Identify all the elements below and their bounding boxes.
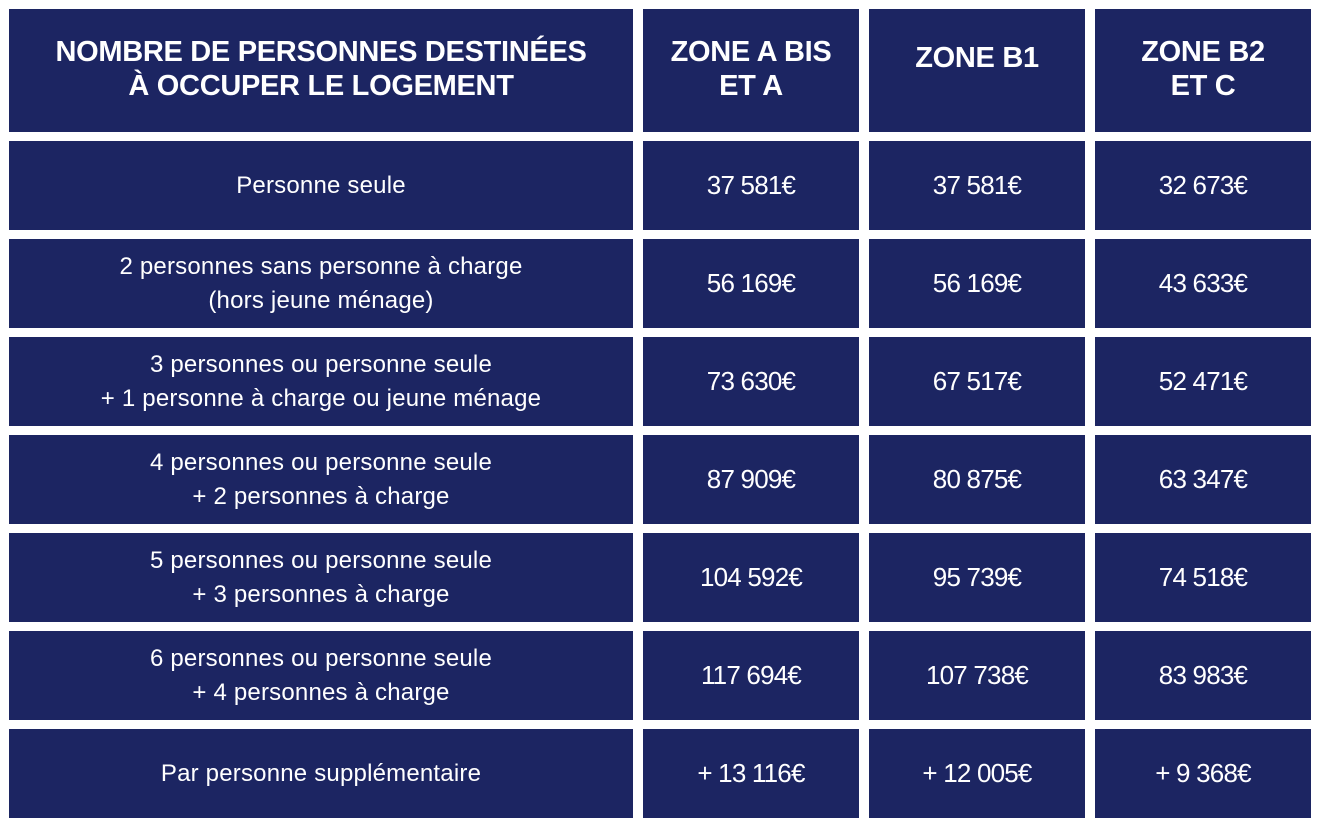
header-household-size-line-1: NOMBRE DE PERSONNES DESTINÉES bbox=[55, 35, 587, 68]
table-cell-zone-b1: 67 517€ bbox=[869, 337, 1085, 426]
table-cell-zone-b1: 37 581€ bbox=[869, 141, 1085, 230]
table-cell-zone-b2-c: 43 633€ bbox=[1095, 239, 1311, 328]
row-label-line: 3 personnes ou personne seule bbox=[149, 350, 493, 378]
table-cell-zone-abis-a: 117 694€ bbox=[643, 631, 859, 720]
table-cell-zone-abis-a: 37 581€ bbox=[643, 141, 859, 230]
table-cell-zone-b1: 107 738€ bbox=[869, 631, 1085, 720]
row-label bbox=[9, 729, 633, 818]
row-label-line: (hors jeune ménage) bbox=[208, 286, 434, 314]
header-household-size-text bbox=[55, 35, 586, 103]
header-zone-abis-a-text bbox=[671, 35, 832, 103]
header-zone-b1 bbox=[869, 9, 1085, 132]
row-label bbox=[9, 239, 633, 328]
table-cell-zone-b1: 56 169€ bbox=[869, 239, 1085, 328]
row-label-line: + 3 personnes à charge bbox=[192, 580, 450, 608]
table-cell-zone-abis-a: 73 630€ bbox=[643, 337, 859, 426]
table-cell-zone-b2-c: 32 673€ bbox=[1095, 141, 1311, 230]
table-cell-zone-b2-c: 74 518€ bbox=[1095, 533, 1311, 622]
header-zone-b1-text bbox=[915, 41, 1039, 75]
table-cell-zone-b1: 80 875€ bbox=[869, 435, 1085, 524]
table-cell-zone-b2-c: 63 347€ bbox=[1095, 435, 1311, 524]
row-label bbox=[9, 631, 633, 720]
row-label bbox=[9, 435, 633, 524]
row-label-line: 2 personnes sans personne à charge bbox=[119, 252, 523, 280]
row-label-line: + 4 personnes à charge bbox=[192, 678, 450, 706]
row-label-text bbox=[150, 544, 492, 612]
row-label-line: Personne seule bbox=[236, 171, 406, 199]
table-cell-zone-b2-c: 83 983€ bbox=[1095, 631, 1311, 720]
row-label-text bbox=[101, 348, 541, 416]
table-cell-zone-abis-a: 104 592€ bbox=[643, 533, 859, 622]
table-cell-zone-abis-a: 56 169€ bbox=[643, 239, 859, 328]
header-household-size bbox=[9, 9, 633, 132]
table-cell-zone-b1: + 12 005€ bbox=[869, 729, 1085, 818]
row-label-line: 6 personnes ou personne seule bbox=[149, 644, 493, 672]
header-zone-abis-a-line-1: ZONE A BIS bbox=[670, 35, 832, 68]
table-cell-zone-abis-a: 87 909€ bbox=[643, 435, 859, 524]
header-zone-b2-c bbox=[1095, 9, 1311, 132]
header-household-size-line-2: À OCCUPER LE LOGEMENT bbox=[128, 69, 514, 102]
table-cell-zone-abis-a: + 13 116€ bbox=[643, 729, 859, 818]
row-label-text bbox=[119, 250, 522, 318]
table-cell-zone-b1: 95 739€ bbox=[869, 533, 1085, 622]
row-label bbox=[9, 141, 633, 230]
header-zone-b2-c-line-2: ET C bbox=[1170, 69, 1236, 102]
row-label-text bbox=[236, 169, 406, 203]
row-label-line: 5 personnes ou personne seule bbox=[149, 546, 493, 574]
row-label bbox=[9, 337, 633, 426]
header-zone-abis-a-line-2: ET A bbox=[719, 69, 783, 102]
header-zone-abis-a bbox=[643, 9, 859, 132]
row-label-line: + 1 personne à charge ou jeune ménage bbox=[100, 384, 542, 412]
row-label-line: Par personne supplémentaire bbox=[160, 759, 482, 787]
income-ceiling-table bbox=[9, 9, 1311, 818]
row-label-text bbox=[150, 642, 492, 710]
row-label-text bbox=[161, 757, 481, 791]
row-label-text bbox=[150, 446, 492, 514]
row-label bbox=[9, 533, 633, 622]
header-zone-b2-c-text bbox=[1141, 35, 1265, 103]
table-cell-zone-b2-c: 52 471€ bbox=[1095, 337, 1311, 426]
header-zone-b2-c-line-1: ZONE B2 bbox=[1141, 35, 1265, 68]
header-zone-b1-line-1: ZONE B1 bbox=[915, 42, 1039, 74]
row-label-line: 4 personnes ou personne seule bbox=[149, 448, 493, 476]
table-cell-zone-b2-c: + 9 368€ bbox=[1095, 729, 1311, 818]
row-label-line: + 2 personnes à charge bbox=[192, 482, 450, 510]
